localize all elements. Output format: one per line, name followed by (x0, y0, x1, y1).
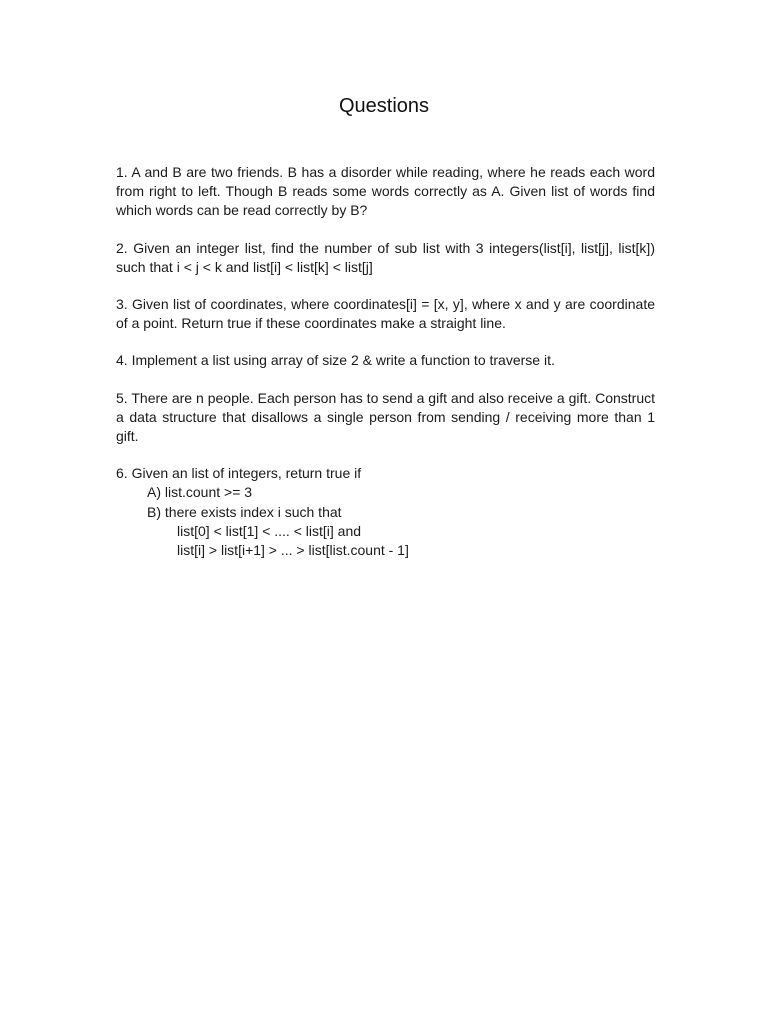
question-1: 1. A and B are two friends. B has a disorder while reading, where he reads each word from right to left. Though B reads some words correctly as A. Given list of words find which words can be read correctly by B? (116, 164, 655, 219)
question-3: 3. Given list of coordinates, where coordinates[i] = [x, y], where x and y are coordinate of a point. Return true if these coordinates make a straight line. (116, 296, 655, 332)
question-2: 2. Given an integer list, find the number of sub list with 3 integers(list[i], list[j], list[k]) such that i < j < k and list[i] < list[k] < list[j] (116, 239, 655, 275)
page-title: Questions (338, 95, 430, 117)
question-6-condition-a: A) list.count >= 3 (147, 484, 253, 501)
question-6-condition-b-line-1: list[0] < list[1] < .... < list[i] and (177, 522, 362, 539)
question-5: 5. There are n people. Each person has to send a gift and also receive a gift. Construct a data structure that disallows a single person from sending / receiving more than 1 gift. (116, 389, 655, 445)
question-6-condition-b-line-2: list[i] > list[i+1] > ... > list[list.count - 1] (177, 542, 409, 559)
question-4: 4. Implement a list using array of size 2 & write a function to traverse it. (116, 352, 555, 369)
question-6-text: 6. Given an list of integers, return true if (116, 465, 362, 482)
question-6-condition-b: B) there exists index i such that (147, 503, 342, 520)
question-list (116, 163, 655, 578)
question-6 (116, 464, 655, 560)
